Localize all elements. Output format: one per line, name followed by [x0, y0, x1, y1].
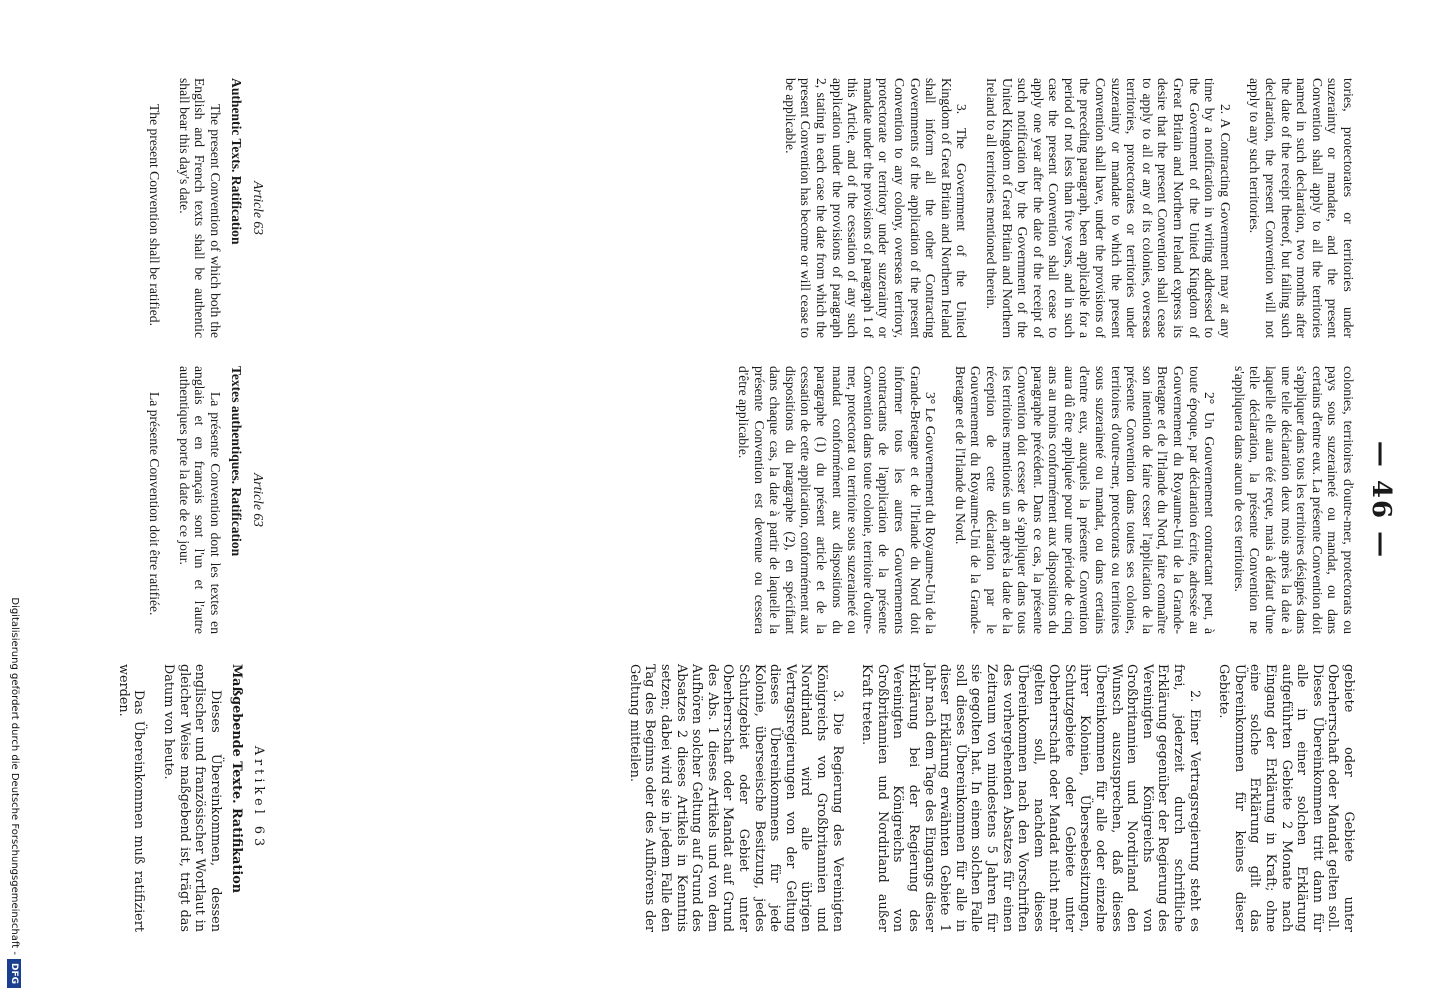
french-column-top — [735, 366, 1356, 634]
german-article-paragraph-1: Dieses Übereinkommen, dessen englischer und französischer Wortlaut in gleicher Weise maßgebend ist, trägt das Datum von heute. — [161, 664, 223, 932]
french-article-heading: Article 63 — [251, 473, 266, 527]
english-article-paragraph-2: The present Convention shall be ratified. — [147, 104, 163, 326]
digitization-note-text: Digitalisierung gefördert durch die Deutsche Forschungsgemeinschaft - — [9, 597, 20, 955]
dfg-logo: DFG — [7, 959, 21, 988]
german-article-paragraph-2: Das Übereinkommen muß ratifiziert werden. — [115, 664, 147, 932]
french-column-article — [146, 366, 266, 634]
french-paragraph-3: 3° Le Gouvernement du Royaume-Uni de la Grande-Bretagne et de l'Irlande du Nord doit informer tous les autres Gouvernements contractants de l'application de la présente Convention dans toute colonie, territoire d'outre-mer, protectorat ou territoire sous suzeraineté ou mandat conformément aux dispositions du paragraphe (1) du présent article et de la cessation de cette application, conformément aux dispositions du paragraphe (2), en spécifiant dans chaque cas, la date à partir de laquelle la présente Convention est devenue ou cessera d'être applicable. — [736, 366, 939, 634]
french-paragraph-2: 2° Un Gouvernement contractant peut, à toute époque, par déclaration écrite, adressée au Gouvernement du Royaume-Uni de la Grande-Bretagne et de l'Irlande du Nord, faire connaître son intention de faire cesser l'application de la présente Convention dans toutes ses colonies, territoires d'outre-mer, protectorats ou territoires sous suzeraineté ou mandat, ou dans certains d'entre eux, auxquels la présente Convention aura dû être appliquée pour une période de cinq ans au moins conformément aux dispositions du paragraphe précédent. Dans ce cas, la présente Convention doit cesser de s'appliquer dans tous les territoires mentionés un an après la date de la réception de cette déclaration par le Gouvernement du Royaume-Uni de la Grande-Bretagne et de l'Irlande du Nord. — [952, 366, 1218, 634]
french-article-paragraph-1: La présente Convention dont les textes en anglais et en français sont l'un et l'autre authentiques porte la date de ce jour. — [176, 366, 223, 634]
english-column-article — [146, 78, 266, 338]
german-column-article — [115, 664, 266, 932]
french-article-paragraph-2: La présente Convention doit être ratifiée. — [147, 392, 163, 616]
digitization-footer — [4, 0, 24, 1000]
german-paragraph-3: 3. Die Regierung des Vereinigten Königreichs von Großbritannien und Nordirland wird alle übrigen Vertragsregierungen von der Geltung dieses Übereinkommens für jede Kolonie, überseeische Besitzung, jedes Schutzgebiet oder Gebiet unter Oberherrschaft oder Mandat auf Grund des Abs. 1 dieses Artikels und von dem Aufhören solcher Geltung auf Grund des Absatzes 2 dieses Artikels in Kenntnis setzen; dabei wird sie in jedem Falle den Tag des Beginns oder des Aufhörens der Geltung mitteilen. — [626, 664, 845, 932]
german-column-top — [626, 664, 1356, 932]
english-section-title: Authentic Texts. Ratification — [229, 78, 245, 245]
german-paragraph-continued: gebiete oder Gebiete unter Oberherrschaft oder Mandat gelten soll. Dieses Übereinkommen tritt dann für alle in einer solchen Erklärung aufgeführten Gebiete 2 Monate nach Eingang der Erklärung in Kraft; ohne eine solche Erklärung gilt das Übereinkommen für keines dieser Gebiete. — [1216, 664, 1356, 932]
english-paragraph-continued: tories, protectorates or territories under suzerainty or mandate, and the present Convention shall apply to all the territories named in such declaration, two months after the date of the receipt thereof, but failing such declaration, the present Convention will not apply to any such territories. — [1247, 78, 1356, 338]
french-section-title: Textes authentiques. Ratification — [229, 366, 245, 557]
english-paragraph-3: 3. The Government of the United Kingdom of Great Britain and Northern Ireland shall inform all the other Contracting Governments of the application of the present Convention to any colony, overseas territory, protectorate or territory under suzerainty or mandate under the provisions of paragraph 1 of this Article, and of the cessation of any such application under the provisions of paragraph 2, stating in each case the date from which the present Convention has become or will cease to be applicable. — [782, 78, 970, 338]
english-article-paragraph-1: The present Convention of which both the English and French texts shall be authentic shall bear this day's date. — [176, 78, 223, 338]
german-section-title: Maßgebende Texte. Ratifikation — [229, 664, 245, 894]
english-article-heading: Article 63 — [251, 181, 266, 235]
german-paragraph-2: 2. Einer Vertragsregierung steht es frei, jederzeit durch schriftliche Erklärung gegenüber der Regierung des Vereinigten Königreichs von Großbritannien und Nordirland den Wunsch auszusprechen, daß dieses Übereinkommen für alle oder einzelne ihrer Kolonien, Überseebesitzungen, Schutzgebiete oder Gebiete unter Oberherrschaft oder Mandat nicht mehr gelten soll, nachdem dieses Übereinkommen nach den Vorschriften des vorhergehenden Absatzes für einen Zeitraum von mindestens 5 Jahren für sie gegolten hat. In einem solchen Falle soll dieses Übereinkommen für alle in dieser Erklärung erwähnten Gebiete 1 Jahr nach dem Tage des Eingangs dieser Erklärung bei der Regierung des Vereinigten Königreichs von Großbritannien und Nordirland außer Kraft treten. — [859, 664, 1202, 932]
english-column-top — [782, 78, 1356, 338]
french-paragraph-continued: colonies, territoires d'outre-mer, protectorats ou pays sous suzeraineté ou mandat, ou dans certains d'entre eux. La présente Convention doit s'appliquer dans tous les territoires désignés dans une telle déclaration deux mois après la date à laquelle elle aura été reçue, mais à défaut d'une telle déclaration, la présente Convention ne s'appliquera dans aucun de ces territoires. — [1231, 366, 1356, 634]
page-number: — 46 — — [1366, 440, 1396, 560]
english-paragraph-2: 2. A Contracting Government may at any time by a notification in writing addressed to the Government of the United Kingdom of Great Britain and Northern Ireland express its desire that the present Convention shall cease to apply to all or any of its colonies, overseas territories, protectorates or territories under suzerainty or mandate to which the present Convention shall have, under the provisions of the preceding paragraph, been applicable for a period of not less than five years, and in such case the present Convention shall cease to apply one year after the date of the receipt of such notification by the Government of the United Kingdom of Great Britain and Northern Ireland to all territories mentioned therein. — [983, 78, 1233, 338]
german-article-heading: Artikel 63 — [251, 745, 266, 851]
